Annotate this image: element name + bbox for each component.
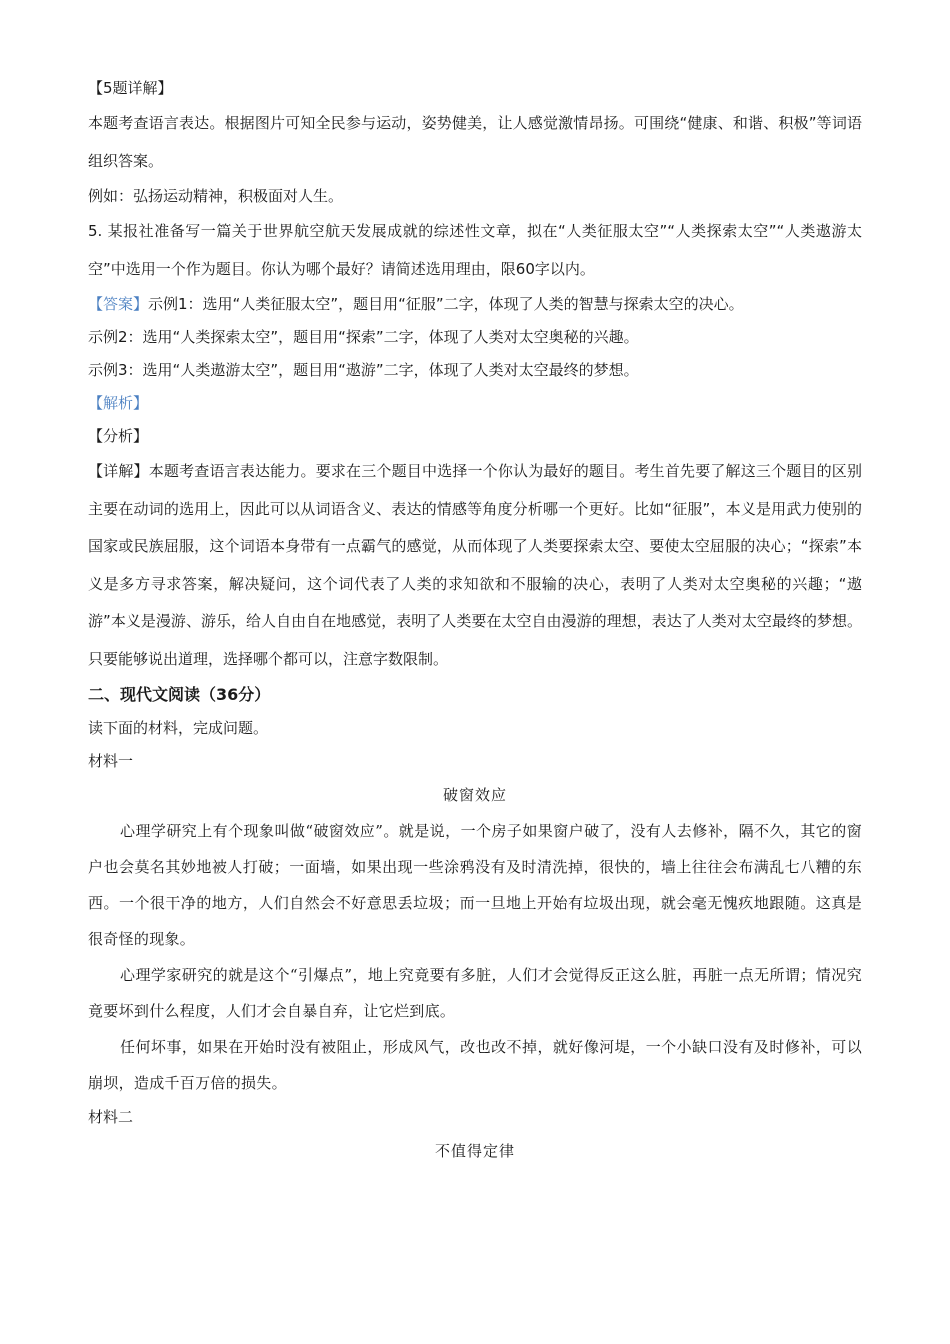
answer-example-1 (88, 288, 862, 321)
q5-detail-label: 【5题详解】 (88, 79, 173, 97)
answer-example-3: 示例3：选用“人类遨游太空”，题目用“遨游”二字，体现了人类对太空最终的梦想。 (88, 361, 639, 379)
section-instruction: 读下面的材料，完成问题。 (88, 719, 269, 737)
analysis-tag: 【解析】 (88, 394, 149, 412)
q5-detail-example: 例如：弘扬运动精神，积极面对人生。 (88, 187, 344, 205)
material-1-label: 材料一 (88, 752, 134, 770)
document-page (88, 72, 862, 1169)
answer-tag: 【答案】 (88, 295, 149, 313)
fenxi-label: 【分析】 (88, 427, 149, 445)
answer-example-1-text: 示例1：选用“人类征服太空”，题目用“征服”二字，体现了人类的智慧与探索太空的决心。 (148, 295, 744, 313)
material-1-title: 破窗效应 (442, 786, 507, 804)
question-5-stem: 5. 某报社准备写一篇关于世界航空航天发展成就的综述性文章，拟在“人类征服太空”“人类探索太空”“人类遨游太空”中选用一个作为题目。你认为哪个最好？请简述选用理由，限60字以内。 (88, 222, 862, 278)
material-2-label: 材料二 (88, 1108, 134, 1126)
detail-paragraph: 【详解】本题考查语言表达能力。要求在三个题目中选择一个你认为最好的题目。考生首先要了解这三个题目的区别主要在动词的选用上，因此可以从词语含义、表达的情感等角度分析哪一个更好。比如“征服”，本义是用武力使别的国家或民族屈服，这个词语本身带有一点霸气的感觉，从而体现了人类要探索太空、要使太空屈服的决心；“探索”本义是多方寻求答案，解决疑问，这个词代表了人类的求知欲和不服输的决心，表明了人类对太空奥秘的兴趣；“遨游”本义是漫游、游乐，给人自由自在地感觉，表明了人类要在太空自由漫游的理想，表达了人类对太空最终的梦想。只要能够说出道理，选择哪个都可以，注意字数限制。 (88, 462, 862, 668)
section-heading: 二、现代文阅读（36分） (88, 685, 271, 704)
q5-detail-body: 本题考查语言表达。根据图片可知全民参与运动，姿势健美，让人感觉激情昂扬。可围绕“健康、和谐、积极”等词语组织答案。 (88, 114, 862, 170)
material-1-paragraph-2: 心理学家研究的就是这个“引爆点”，地上究竟要有多脏，人们才会觉得反正这么脏，再脏一点无所谓；情况究竟要坏到什么程度，人们才会自暴自弃，让它烂到底。 (88, 966, 862, 1020)
answer-example-2: 示例2：选用“人类探索太空”，题目用“探索”二字，体现了人类对太空奥秘的兴趣。 (88, 328, 639, 346)
material-2-title: 不值得定律 (434, 1142, 515, 1160)
material-1-paragraph-3: 任何坏事，如果在开始时没有被阻止，形成风气，改也改不掉，就好像河堤，一个小缺口没有及时修补，可以崩坝，造成千百万倍的损失。 (88, 1038, 862, 1092)
material-1-paragraph-1: 心理学研究上有个现象叫做“破窗效应”。就是说，一个房子如果窗户破了，没有人去修补，隔不久，其它的窗户也会莫名其妙地被人打破；一面墙，如果出现一些涂鸦没有及时清洗掉，很快的，墙上往往会布满乱七八糟的东西。一个很干净的地方，人们自然会不好意思丢垃圾；而一旦地上开始有垃圾出现，就会毫无愧疚地跟随。这真是很奇怪的现象。 (88, 822, 862, 948)
